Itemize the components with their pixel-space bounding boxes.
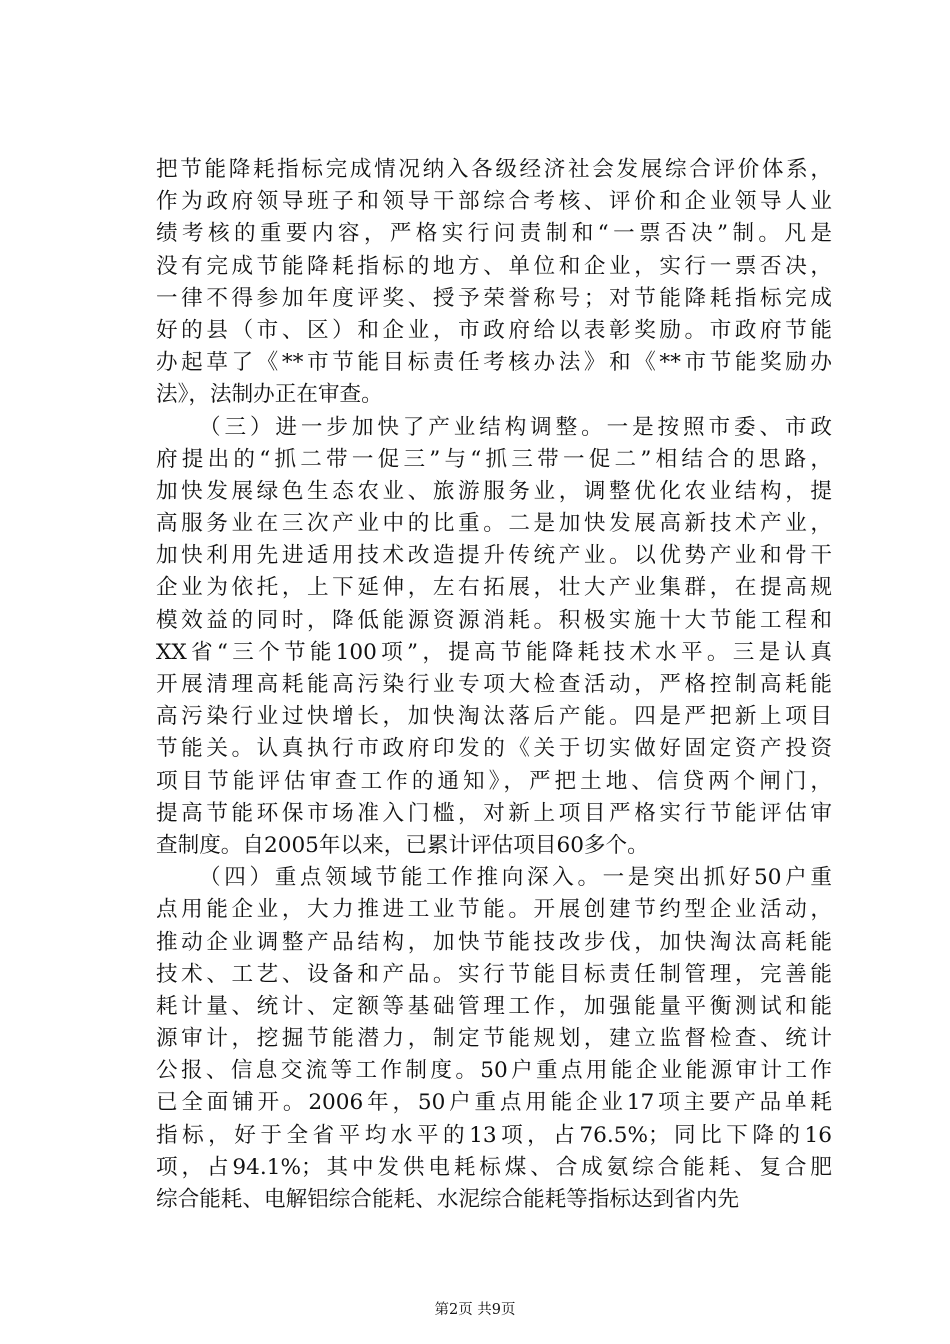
text-line: 作为政府领导班子和领导干部综合考核、评价和企业领导人业 xyxy=(156,189,832,215)
text-line: 源审计，挖掘节能潜力，制定节能规划，建立监督检查、统计 xyxy=(156,1026,832,1052)
paragraph xyxy=(156,154,832,412)
text-line: 企业为依托，上下延伸，左右拓展，壮大产业集群，在提高规 xyxy=(156,575,832,601)
text-line: 开展清理高耗能高污染行业专项大检查活动，严格控制高耗能 xyxy=(156,672,832,697)
text-line: 法》，法制办正在审查。 xyxy=(156,382,383,408)
text-line: 耗计量、统计、定额等基础管理工作，加强能量平衡测试和能 xyxy=(156,993,832,1019)
text-line: 查制度。自2005年以来，已累计评估项目60多个。 xyxy=(156,832,649,858)
text-line: 高污染行业过快增长，加快淘汰落后产能。四是严把新上项目 xyxy=(156,704,832,730)
text-line: （四）重点领域节能工作推向深入。一是突出抓好50户重 xyxy=(199,865,832,891)
text-line: 节能关。认真执行市政府印发的《关于切实做好固定资产投资 xyxy=(156,736,832,762)
text-line: 推动企业调整产品结构，加快节能技改步伐，加快淘汰高耗能 xyxy=(156,929,832,955)
text-line: 综合能耗、电解铝综合能耗、水泥综合能耗等指标达到省内先 xyxy=(156,1187,740,1212)
paragraph xyxy=(156,862,832,1216)
text-line: 好的县（市、区）和企业，市政府给以表彰奖励。市政府节能 xyxy=(156,317,832,343)
text-line: 技术、工艺、设备和产品。实行节能目标责任制管理，完善能 xyxy=(156,961,832,987)
text-line: 府提出的“抓二带一促三”与“抓三带一促二”相结合的思路， xyxy=(156,446,832,472)
text-line: 点用能企业，大力推进工业节能。开展创建节约型企业活动， xyxy=(156,897,832,923)
paragraph xyxy=(156,412,832,863)
document-body xyxy=(156,154,832,1216)
text-line: 公报、信息交流等工作制度。50户重点用能企业能源审计工作 xyxy=(156,1058,832,1084)
text-line: 一律不得参加年度评奖、授予荣誉称号；对节能降耗指标完成 xyxy=(156,285,832,311)
text-line: 绩考核的重要内容，严格实行问责制和“一票否决”制。凡是 xyxy=(156,221,832,247)
text-line: 提高节能环保市场准入门槛，对新上项目严格实行节能评估审 xyxy=(156,800,832,826)
text-line: 高服务业在三次产业中的比重。二是加快发展高新技术产业， xyxy=(156,511,832,537)
text-line: 模效益的同时，降低能源资源消耗。积极实施十大节能工程和 xyxy=(156,607,832,633)
text-line: 加快利用先进适用技术改造提升传统产业。以优势产业和骨干 xyxy=(156,543,832,569)
text-line: 指标，好于全省平均水平的13项，占76.5%；同比下降的16 xyxy=(156,1122,832,1148)
page-footer: 第2页 共9页 xyxy=(434,1302,516,1318)
text-line: XX省“三个节能100项”，提高节能降耗技术水平。三是认真 xyxy=(156,639,832,665)
text-line: （三）进一步加快了产业结构调整。一是按照市委、市政 xyxy=(199,414,832,440)
text-line: 加快发展绿色生态农业、旅游服务业，调整优化农业结构，提 xyxy=(156,478,832,504)
text-line: 项，占94.1%；其中发供电耗标煤、合成氨综合能耗、复合肥 xyxy=(156,1154,832,1180)
text-line: 把节能降耗指标完成情况纳入各级经济社会发展综合评价体系， xyxy=(156,157,832,182)
text-line: 已全面铺开。2006年，50户重点用能企业17项主要产品单耗 xyxy=(156,1090,832,1116)
text-line: 项目节能评估审查工作的通知》，严把土地、信贷两个闸门， xyxy=(156,768,832,794)
text-line: 办起草了《**市节能目标责任考核办法》和《**市节能奖励办 xyxy=(156,350,832,376)
text-line: 没有完成节能降耗指标的地方、单位和企业，实行一票否决， xyxy=(156,253,832,279)
